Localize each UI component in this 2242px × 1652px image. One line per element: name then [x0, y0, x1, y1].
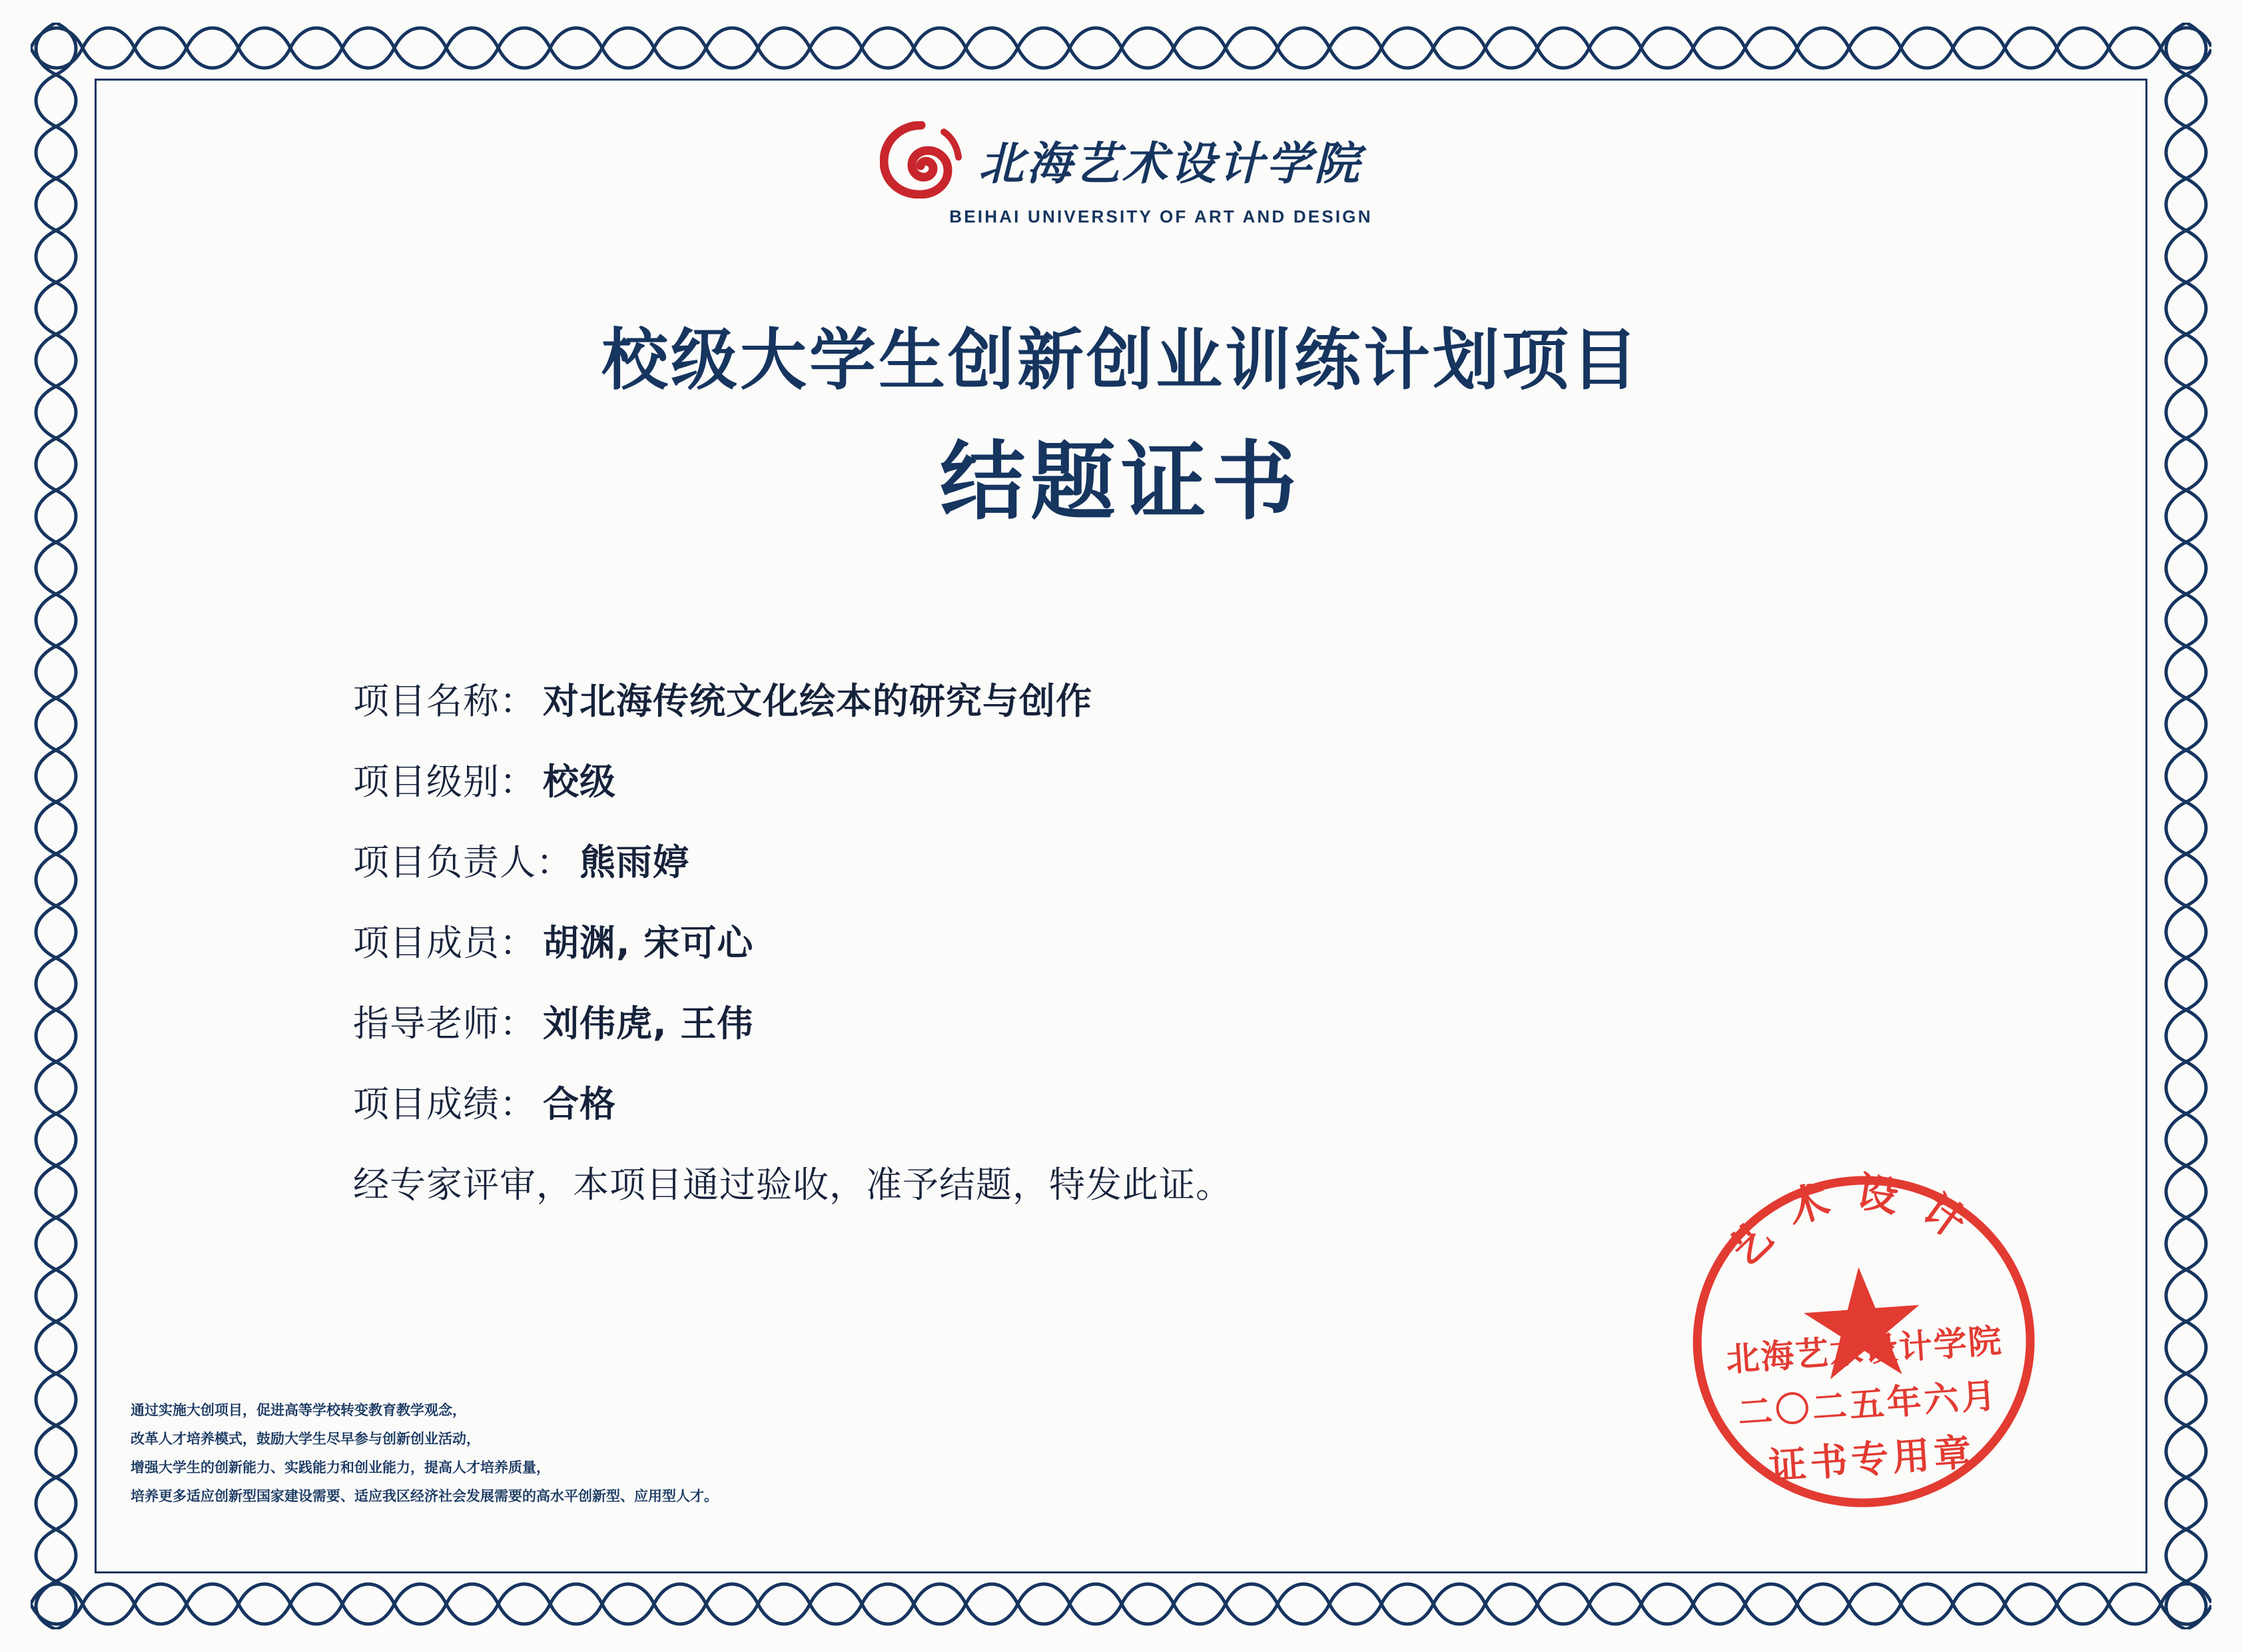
certificate-fields [353, 673, 2022, 1208]
field-label: 项目成员： [353, 922, 536, 964]
field-row [353, 753, 2022, 805]
approval-statement: 经专家评审，本项目通过验收，准予结题，特发此证。 [353, 1164, 1232, 1206]
svg-text:北海艺术设计学院: 北海艺术设计学院 [1724, 1321, 2004, 1380]
field-label: 项目负责人： [353, 841, 573, 883]
field-value: 对北海传统文化绘本的研究与创作 [543, 680, 1092, 722]
field-label: 指导老师： [353, 1003, 536, 1044]
field-row [353, 673, 2022, 724]
official-seal [1651, 1134, 2077, 1547]
field-label: 项目成绩： [353, 1083, 536, 1125]
svg-text:证书专用章: 证书专用章 [1767, 1430, 1977, 1489]
footnote-line-4: 培养更多适应创新型国家建设需要、适应我区经济社会发展需要的高水平创新型、应用型人才。 [131, 1487, 718, 1504]
spiral-wave-logo-icon [880, 121, 962, 199]
svg-text:艺术设计: 艺术设计 [1718, 1166, 1994, 1276]
field-label: 项目名称： [353, 680, 536, 722]
institution-logo-block [0, 121, 2242, 227]
institution-name-en: BEIHAI UNIVERSITY OF ART AND DESIGN [949, 206, 1373, 226]
footnote-block [131, 1396, 718, 1511]
field-value: 熊雨婷 [579, 841, 689, 883]
field-value: 胡渊, 宋可心 [543, 922, 754, 964]
field-row [353, 915, 2022, 966]
field-value: 刘伟虎, 王伟 [543, 1003, 754, 1044]
field-row [353, 1076, 2022, 1127]
field-row [353, 834, 2022, 885]
field-value: 合格 [543, 1083, 616, 1125]
svg-text:二〇二五年六月: 二〇二五年六月 [1736, 1376, 2000, 1434]
certificate-title-line2: 结题证书 [939, 432, 1302, 532]
rope-border-bottom-icon [31, 1579, 2211, 1629]
rope-border-right-icon [2161, 23, 2211, 1629]
rope-border-left-icon [31, 23, 81, 1629]
rope-border-top-icon [31, 23, 2211, 73]
institution-name-cn: 北海艺术设计学院 [978, 137, 1362, 191]
footnote-line-2: 改革人才培养模式，鼓励大学生尽早参与创新创业活动， [131, 1430, 480, 1447]
field-label: 项目级别： [353, 761, 536, 803]
certificate-title-line1: 校级大学生创新创业训练计划项目 [601, 320, 1641, 399]
footnote-line-1: 通过实施大创项目，促进高等学校转变教育教学观念， [131, 1402, 466, 1418]
field-value: 校级 [543, 761, 616, 803]
footnote-line-3: 增强大学生的创新能力、实践能力和创业能力，提高人才培养质量， [131, 1459, 550, 1475]
field-row [353, 995, 2022, 1046]
